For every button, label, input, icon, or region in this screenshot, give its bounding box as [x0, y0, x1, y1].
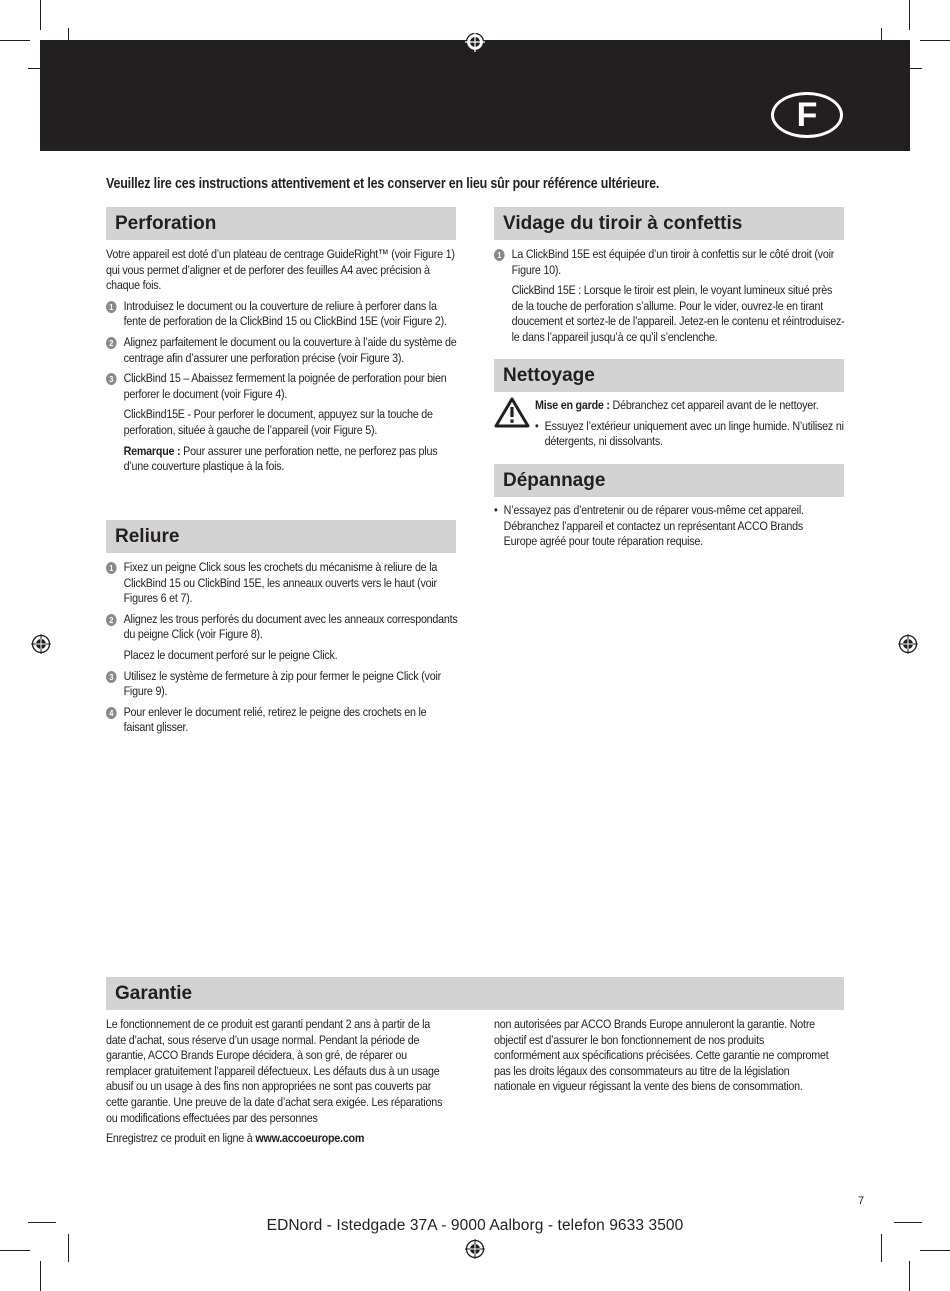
crop-mark — [881, 1234, 882, 1262]
section-title-depannage: Dépannage — [494, 464, 844, 497]
list-item — [106, 371, 458, 402]
perforation-note — [106, 444, 458, 475]
warning-line — [535, 398, 847, 414]
note-text: Pour assurer une perforation nette, ne perforez pas plus d’une couverture plastique à la fois. — [123, 443, 438, 474]
language-badge: F — [771, 92, 843, 138]
perforation-body — [106, 247, 458, 475]
garantie-text-2: non autorisées par ACCO Brands Europe annuleront la garantie. Notre objectif est d’assurer le bon fonctionnement de nos produits conformément aux spécifications précisées. Cette garantie ne compromet pas les droits légaux des consommateurs au titre de la législation nationale en vigueur régissant la vente des biens de consommation. — [494, 1017, 829, 1094]
depannage-body — [494, 503, 834, 550]
list-item — [106, 612, 458, 643]
list-item — [106, 299, 458, 330]
perforation-intro: Votre appareil est doté d’un plateau de centrage GuideRight™ (voir Figure 1) qui vous permet d’aligner et de perforer des feuilles A4 avec précision à chaque fois. — [106, 247, 455, 293]
step-number-badge: 1 — [106, 562, 117, 574]
crop-mark — [920, 1250, 950, 1251]
step-number-badge: 3 — [106, 671, 117, 683]
note-label: Remarque : — [123, 443, 181, 458]
section-title-nettoyage: Nettoyage — [494, 359, 844, 392]
section-title-perforation: Perforation — [106, 207, 456, 240]
list-item: • Essuyez l’extérieur uniquement avec un linge humide. N’utilisez ni détergents, ni dissolvants. — [535, 419, 847, 450]
registration-mark-icon — [31, 634, 51, 654]
crop-mark — [40, 1261, 41, 1291]
registration-mark-icon — [898, 634, 918, 654]
register-link[interactable]: www.accoeurope.com — [255, 1131, 365, 1146]
step-number-badge: 1 — [494, 249, 505, 261]
step-number-badge: 2 — [106, 337, 117, 349]
vidage-body — [494, 247, 846, 346]
page-number: 7 — [858, 1195, 865, 1207]
crop-mark — [909, 1261, 910, 1291]
register-line — [106, 1131, 452, 1147]
step-number-badge: 1 — [106, 301, 117, 313]
list-item — [106, 705, 458, 736]
garantie-col-1 — [106, 1017, 452, 1147]
list-item: • N’essayez pas d’entretenir ou de réparer vous-même cet appareil. Débranchez l’appareil et contactez un représentant ACCO Brands Europe agréé pour toute réparation requise. — [494, 503, 834, 550]
intro-instruction: Veuillez lire ces instructions attentivement et les conserver en lieu sûr pour référence ultérieure. — [106, 176, 660, 192]
crop-mark — [920, 40, 950, 41]
crop-mark — [909, 0, 910, 30]
crop-mark — [40, 0, 41, 30]
list-item — [106, 335, 458, 366]
warning-label: Mise en garde : — [535, 398, 610, 412]
section-title-reliure: Reliure — [106, 520, 456, 553]
step-extra-text: Placez le document perforé sur le peigne Click. — [123, 647, 338, 662]
step-text: Alignez parfaitement le document ou la couverture à l’aide du système de centrage afin d’assurer une perforation précise (voir Figure 3). — [123, 334, 457, 365]
warning-triangle-icon — [494, 397, 530, 428]
step-number-badge: 2 — [106, 614, 117, 626]
list-item — [106, 669, 458, 700]
step-number-badge: 4 — [106, 707, 117, 719]
step-text: Alignez les trous perforés du document avec les anneaux correspondants du peigne Click (voir Figure 8). — [123, 611, 458, 642]
section-title-vidage: Vidage du tiroir à confettis — [494, 207, 844, 240]
crop-mark — [0, 1250, 30, 1251]
step-text: Utilisez le système de fermeture à zip pour fermer le peigne Click (voir Figure 9). — [123, 668, 441, 699]
registration-mark-icon — [465, 32, 485, 52]
step-text: ClickBind 15 – Abaissez fermement la poignée de perforation pour bien perforer le document (voir Figure 4). — [123, 371, 447, 401]
crop-mark — [0, 40, 30, 41]
nettoyage-body — [535, 398, 847, 450]
reliure-body — [106, 560, 458, 736]
step-extra-text: ClickBind 15E : Lorsque le tiroir est plein, le voyant lumineux situé près de la touche de perforation s’allume. Pour le vider, ouvrez-le en tirant doucement et sortez-le de l’appareil. Jetez-en le contenu et réintroduisez-le dans l’appareil jusqu’à ce qu’il s’enclenche. — [511, 283, 845, 344]
list-item — [494, 247, 846, 278]
step-text: Introduisez le document ou la couverture de reliure à perforer dans la fente de perforation de la ClickBind 15 ou ClickBind 15E (voir Figure 2). — [123, 298, 447, 329]
footer-address: EDNord - Istedgade 37A - 9000 Aalborg - telefon 9633 3500 — [266, 1217, 684, 1234]
registration-mark-icon — [465, 1239, 485, 1259]
header-band — [40, 40, 910, 151]
step-text: Pour enlever le document relié, retirez le peigne des crochets en le faisant glisser. — [123, 704, 427, 735]
garantie-text-1: Le fonctionnement de ce produit est garanti pendant 2 ans à partir de la date d’achat, sous réserve d’un usage normal. Pendant la période de garantie, ACCO Brands Europe décidera, à son gré, de réparer ou remplacer gratuitement l’appareil défectueux. Les défauts dus à un usage abusif ou un usage à des fins non appropriées ne sont pas couverts par cette garantie. Une preuve de la date d’achat sera exigée. Les réparations ou modifications effectuées par des personnes — [106, 1017, 443, 1125]
step-text: Fixez un peigne Click sous les crochets du mécanisme à reliure de la ClickBind 15 ou ClickBind 15E, les anneaux ouverts vers le haut (voir Figures 6 et 7). — [123, 560, 438, 606]
step-number-badge: 3 — [106, 373, 117, 385]
crop-mark — [68, 1234, 69, 1262]
step-extra-text: ClickBind15E - Pour perforer le document, appuyez sur la touche de perforation, située à gauche de l’appareil (voir Figure 5). — [123, 407, 433, 437]
register-text: Enregistrez ce produit en ligne à — [106, 1131, 256, 1146]
list-item — [106, 560, 458, 607]
step-text: La ClickBind 15E est équipée d’un tiroir à confettis sur le côté droit (voir Figure 10). — [511, 247, 835, 277]
section-title-garantie: Garantie — [106, 977, 844, 1010]
warning-text: Débranchez cet appareil avant de le nettoyer. — [609, 398, 819, 412]
garantie-col-2 — [494, 1017, 830, 1095]
